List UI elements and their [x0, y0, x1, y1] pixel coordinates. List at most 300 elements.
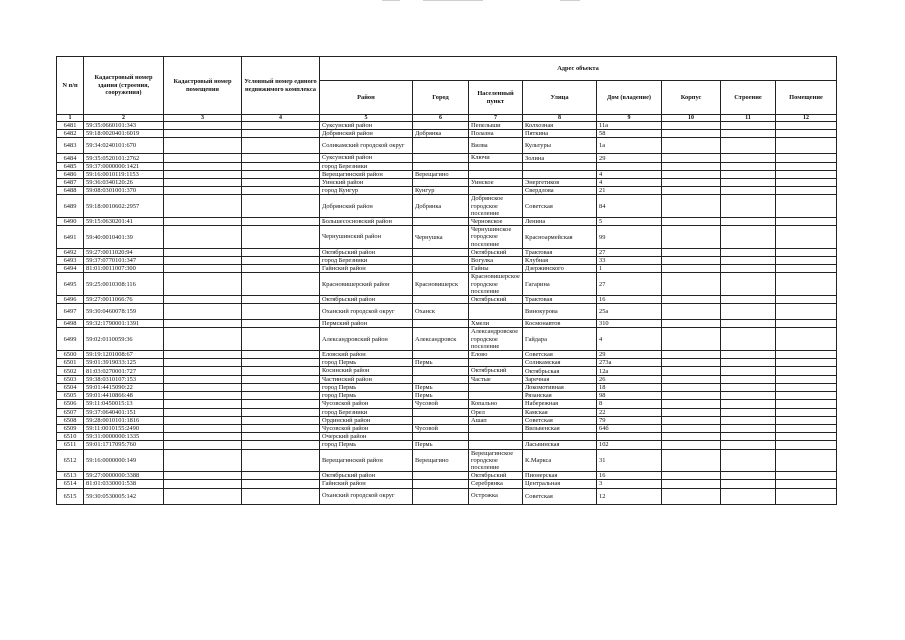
header-room: Помещение: [776, 81, 837, 115]
room-cell: [776, 449, 837, 472]
table-row: [57, 304, 837, 320]
street-cell: Колхозная: [523, 122, 597, 130]
street-cell: Центральная: [523, 480, 597, 488]
row-number-cell: 6514: [57, 480, 84, 488]
settlement-cell: [469, 441, 523, 449]
city-cell: [413, 408, 469, 416]
building-cell: [721, 296, 776, 304]
korpus-cell: [662, 367, 721, 375]
korpus-cell: [662, 400, 721, 408]
settlement-cell: [469, 424, 523, 432]
conditional-number-cell: [242, 304, 320, 320]
house-cell: 3: [597, 480, 662, 488]
conditional-number-cell: [242, 265, 320, 273]
city-cell: [413, 416, 469, 424]
settlement-cell: Октябрьский: [469, 248, 523, 256]
settlement-cell: Серебрянка: [469, 480, 523, 488]
street-cell: Камская: [523, 408, 597, 416]
cadastral-premise-cell: [164, 170, 242, 178]
street-cell: [523, 433, 597, 441]
column-number: 8: [523, 115, 597, 122]
city-cell: Чусовой: [413, 424, 469, 432]
building-cell: [721, 304, 776, 320]
city-cell: [413, 320, 469, 328]
settlement-cell: Гайны: [469, 265, 523, 273]
cadastral-building-cell: 59:16:0000000:149: [84, 449, 164, 472]
street-cell: Советская: [523, 351, 597, 359]
row-number-cell: 6501: [57, 359, 84, 367]
settlement-cell: Хмели: [469, 320, 523, 328]
row-number-cell: 6515: [57, 488, 84, 504]
street-cell: Культуры: [523, 138, 597, 154]
column-number: 1: [57, 115, 84, 122]
room-cell: [776, 424, 837, 432]
korpus-cell: [662, 304, 721, 320]
district-cell: Октябрьский район: [320, 248, 413, 256]
cadastral-building-cell: 59:30:0460078:159: [84, 304, 164, 320]
row-number-cell: 6483: [57, 138, 84, 154]
row-number-cell: 6485: [57, 162, 84, 170]
cadastral-building-cell: 81:03:0270001:727: [84, 367, 164, 375]
row-number-cell: 6506: [57, 400, 84, 408]
cadastral-premise-cell: [164, 257, 242, 265]
korpus-cell: [662, 328, 721, 351]
korpus-cell: [662, 296, 721, 304]
conditional-number-cell: [242, 400, 320, 408]
settlement-cell: Октябрьский: [469, 472, 523, 480]
building-cell: [721, 416, 776, 424]
table-row: [57, 375, 837, 383]
conditional-number-cell: [242, 257, 320, 265]
cadastral-premise-cell: [164, 351, 242, 359]
house-cell: 99: [597, 226, 662, 249]
settlement-cell: Вогулка: [469, 257, 523, 265]
row-number-cell: 6499: [57, 328, 84, 351]
district-cell: Очерский район: [320, 433, 413, 441]
building-cell: [721, 375, 776, 383]
house-cell: 21: [597, 187, 662, 195]
row-number-cell: 6508: [57, 416, 84, 424]
table-row: [57, 265, 837, 273]
room-cell: [776, 187, 837, 195]
cadastral-premise-cell: [164, 265, 242, 273]
building-cell: [721, 472, 776, 480]
house-cell: 4: [597, 170, 662, 178]
district-cell: Красновишерский район: [320, 273, 413, 296]
page-top-rule-right: [560, 0, 580, 1]
conditional-number-cell: [242, 162, 320, 170]
building-cell: [721, 122, 776, 130]
cadastral-building-cell: 59:18:0010602:2957: [84, 195, 164, 218]
cadastral-building-cell: 59:08:0301001:370: [84, 187, 164, 195]
street-cell: Ленина: [523, 218, 597, 226]
cadastral-premise-cell: [164, 416, 242, 424]
city-cell: [413, 138, 469, 154]
conditional-number-cell: [242, 218, 320, 226]
district-cell: Ординский район: [320, 416, 413, 424]
korpus-cell: [662, 359, 721, 367]
district-cell: Добрянский район: [320, 195, 413, 218]
table-row: [57, 472, 837, 480]
column-number: 11: [721, 115, 776, 122]
conditional-number-cell: [242, 273, 320, 296]
room-cell: [776, 122, 837, 130]
district-cell: город Березники: [320, 257, 413, 265]
room-cell: [776, 416, 837, 424]
korpus-cell: [662, 320, 721, 328]
table-row: [57, 416, 837, 424]
room-cell: [776, 179, 837, 187]
room-cell: [776, 226, 837, 249]
row-number-cell: 6486: [57, 170, 84, 178]
cadastral-premise-cell: [164, 226, 242, 249]
street-cell: Соликамская: [523, 359, 597, 367]
conditional-number-cell: [242, 375, 320, 383]
street-cell: Винокурова: [523, 304, 597, 320]
city-cell: Добрянка: [413, 130, 469, 138]
settlement-cell: Елово: [469, 351, 523, 359]
header-address-group: Адрес объекта: [320, 57, 837, 81]
building-cell: [721, 257, 776, 265]
settlement-cell: Добрянское городское поселение: [469, 195, 523, 218]
row-number-cell: 6493: [57, 257, 84, 265]
house-cell: 12: [597, 488, 662, 504]
cadastral-premise-cell: [164, 296, 242, 304]
district-cell: город Березники: [320, 162, 413, 170]
table-row: [57, 328, 837, 351]
district-cell: Оханский городской округ: [320, 488, 413, 504]
city-cell: Верещагино: [413, 170, 469, 178]
row-number-cell: 6504: [57, 383, 84, 391]
cadastral-building-cell: 59:15:0630201:41: [84, 218, 164, 226]
korpus-cell: [662, 265, 721, 273]
city-cell: Пермь: [413, 392, 469, 400]
header-district: Район: [320, 81, 413, 115]
table-row: [57, 351, 837, 359]
cadastral-premise-cell: [164, 400, 242, 408]
table-row: [57, 273, 837, 296]
conditional-number-cell: [242, 488, 320, 504]
house-cell: 11а: [597, 122, 662, 130]
header-korpus: Корпус: [662, 81, 721, 115]
cadastral-building-cell: 59:37:0000000:1421: [84, 162, 164, 170]
house-cell: 84: [597, 195, 662, 218]
row-number-cell: 6491: [57, 226, 84, 249]
cadastral-premise-cell: [164, 433, 242, 441]
room-cell: [776, 257, 837, 265]
street-cell: Пяткина: [523, 130, 597, 138]
table-row: [57, 179, 837, 187]
room-cell: [776, 480, 837, 488]
row-number-cell: 6494: [57, 265, 84, 273]
house-cell: 29: [597, 154, 662, 162]
row-number-cell: 6490: [57, 218, 84, 226]
conditional-number-cell: [242, 416, 320, 424]
column-number: 5: [320, 115, 413, 122]
conditional-number-cell: [242, 179, 320, 187]
room-cell: [776, 130, 837, 138]
street-cell: Гагарина: [523, 273, 597, 296]
district-cell: Соликамский городской округ: [320, 138, 413, 154]
room-cell: [776, 195, 837, 218]
cadastral-building-cell: 59:25:0010308:116: [84, 273, 164, 296]
house-cell: 58: [597, 130, 662, 138]
building-cell: [721, 195, 776, 218]
table-row: [57, 162, 837, 170]
cadastral-building-cell: 59:30:0530005:142: [84, 488, 164, 504]
row-number-cell: 6492: [57, 248, 84, 256]
table-row: [57, 195, 837, 218]
page-top-rule-mid: [423, 0, 483, 1]
settlement-cell: Ашап: [469, 416, 523, 424]
conditional-number-cell: [242, 408, 320, 416]
cadastral-premise-cell: [164, 179, 242, 187]
table-row: [57, 433, 837, 441]
settlement-cell: Октябрьский: [469, 367, 523, 375]
street-cell: Ласьвинская: [523, 441, 597, 449]
house-cell: 33: [597, 257, 662, 265]
table-row: [57, 424, 837, 432]
column-number-row: [57, 115, 837, 122]
conditional-number-cell: [242, 480, 320, 488]
district-cell: город Березники: [320, 408, 413, 416]
conditional-number-cell: [242, 392, 320, 400]
cadastral-premise-cell: [164, 367, 242, 375]
cadastral-premise-cell: [164, 320, 242, 328]
korpus-cell: [662, 488, 721, 504]
house-cell: 22: [597, 408, 662, 416]
korpus-cell: [662, 351, 721, 359]
room-cell: [776, 154, 837, 162]
building-cell: [721, 433, 776, 441]
city-cell: [413, 472, 469, 480]
room-cell: [776, 304, 837, 320]
conditional-number-cell: [242, 154, 320, 162]
street-cell: Вильвенская: [523, 424, 597, 432]
street-cell: Локомотивная: [523, 383, 597, 391]
table-row: [57, 359, 837, 367]
room-cell: [776, 472, 837, 480]
building-cell: [721, 187, 776, 195]
table-row: [57, 296, 837, 304]
table-row: [57, 383, 837, 391]
cadastral-building-cell: 59:28:0010101:1816: [84, 416, 164, 424]
header-num: N п/п: [57, 57, 84, 115]
settlement-cell: [469, 359, 523, 367]
room-cell: [776, 351, 837, 359]
cadastral-building-cell: 59:01:3919033:125: [84, 359, 164, 367]
table-row: [57, 441, 837, 449]
district-cell: Суксунский район: [320, 154, 413, 162]
building-cell: [721, 359, 776, 367]
city-cell: [413, 296, 469, 304]
korpus-cell: [662, 170, 721, 178]
city-cell: [413, 122, 469, 130]
district-cell: Оханский городской округ: [320, 304, 413, 320]
district-cell: город Кунгур: [320, 187, 413, 195]
building-cell: [721, 408, 776, 416]
korpus-cell: [662, 416, 721, 424]
table-row: [57, 367, 837, 375]
cadastral-premise-cell: [164, 472, 242, 480]
building-cell: [721, 392, 776, 400]
row-number-cell: 6497: [57, 304, 84, 320]
conditional-number-cell: [242, 433, 320, 441]
street-cell: Октябрьская: [523, 367, 597, 375]
cadastral-building-cell: 81:01:0011007:300: [84, 265, 164, 273]
row-number-cell: 6487: [57, 179, 84, 187]
settlement-cell: [469, 392, 523, 400]
cadastral-building-cell: 59:36:0340120:26: [84, 179, 164, 187]
house-cell: 79: [597, 416, 662, 424]
cadastral-premise-cell: [164, 480, 242, 488]
house-cell: 27: [597, 273, 662, 296]
row-number-cell: 6488: [57, 187, 84, 195]
row-number-cell: 6509: [57, 424, 84, 432]
city-cell: Добрянка: [413, 195, 469, 218]
city-cell: [413, 265, 469, 273]
cadastral-premise-cell: [164, 162, 242, 170]
conditional-number-cell: [242, 359, 320, 367]
district-cell: Уинский район: [320, 179, 413, 187]
district-cell: Александровский район: [320, 328, 413, 351]
conditional-number-cell: [242, 449, 320, 472]
cadastral-building-cell: 59:40:0010401:39: [84, 226, 164, 249]
cadastral-premise-cell: [164, 408, 242, 416]
city-cell: [413, 218, 469, 226]
conditional-number-cell: [242, 296, 320, 304]
street-cell: Гайдара: [523, 328, 597, 351]
building-cell: [721, 488, 776, 504]
row-number-cell: 6498: [57, 320, 84, 328]
column-number: 7: [469, 115, 523, 122]
building-cell: [721, 162, 776, 170]
row-number-cell: 6489: [57, 195, 84, 218]
table-row: [57, 488, 837, 504]
conditional-number-cell: [242, 122, 320, 130]
street-cell: Набережная: [523, 400, 597, 408]
settlement-cell: Александровское городское поселение: [469, 328, 523, 351]
property-register-table: [56, 56, 837, 505]
table-row: [57, 400, 837, 408]
district-cell: город Пермь: [320, 383, 413, 391]
cadastral-premise-cell: [164, 383, 242, 391]
settlement-cell: Острожка: [469, 488, 523, 504]
house-cell: [597, 433, 662, 441]
city-cell: [413, 179, 469, 187]
city-cell: Пермь: [413, 383, 469, 391]
conditional-number-cell: [242, 187, 320, 195]
table-row: [57, 187, 837, 195]
house-cell: 1: [597, 265, 662, 273]
building-cell: [721, 441, 776, 449]
building-cell: [721, 273, 776, 296]
room-cell: [776, 248, 837, 256]
district-cell: Косинский район: [320, 367, 413, 375]
street-cell: Рязанская: [523, 392, 597, 400]
korpus-cell: [662, 441, 721, 449]
district-cell: город Пермь: [320, 392, 413, 400]
house-cell: 12а: [597, 367, 662, 375]
conditional-number-cell: [242, 226, 320, 249]
room-cell: [776, 170, 837, 178]
table-row: [57, 480, 837, 488]
settlement-cell: Частые: [469, 375, 523, 383]
conditional-number-cell: [242, 383, 320, 391]
house-cell: 98: [597, 392, 662, 400]
korpus-cell: [662, 179, 721, 187]
building-cell: [721, 154, 776, 162]
street-cell: Трактовая: [523, 248, 597, 256]
house-cell: 1а: [597, 138, 662, 154]
korpus-cell: [662, 187, 721, 195]
district-cell: Чернушинский район: [320, 226, 413, 249]
settlement-cell: [469, 433, 523, 441]
room-cell: [776, 138, 837, 154]
table-row: [57, 218, 837, 226]
table-row: [57, 130, 837, 138]
row-number-cell: 6511: [57, 441, 84, 449]
cadastral-premise-cell: [164, 122, 242, 130]
column-number: 12: [776, 115, 837, 122]
cadastral-building-cell: 59:01:4410866:48: [84, 392, 164, 400]
settlement-cell: Вилва: [469, 138, 523, 154]
room-cell: [776, 400, 837, 408]
building-cell: [721, 226, 776, 249]
cadastral-building-cell: 59:35:0520101:2762: [84, 154, 164, 162]
settlement-cell: [469, 162, 523, 170]
district-cell: Верещагинский район: [320, 170, 413, 178]
house-cell: 273а: [597, 359, 662, 367]
cadastral-building-cell: 59:27:0000000:3388: [84, 472, 164, 480]
building-cell: [721, 248, 776, 256]
header-settlement: Населенный пункт: [469, 81, 523, 115]
cadastral-building-cell: 59:02:0110059:36: [84, 328, 164, 351]
cadastral-premise-cell: [164, 328, 242, 351]
row-number-cell: 6512: [57, 449, 84, 472]
city-cell: [413, 248, 469, 256]
row-number-cell: 6496: [57, 296, 84, 304]
table-row: [57, 257, 837, 265]
korpus-cell: [662, 449, 721, 472]
room-cell: [776, 273, 837, 296]
cadastral-premise-cell: [164, 304, 242, 320]
district-cell: Гайнский район: [320, 265, 413, 273]
cadastral-building-cell: 59:34:0240101:670: [84, 138, 164, 154]
korpus-cell: [662, 122, 721, 130]
building-cell: [721, 400, 776, 408]
building-cell: [721, 265, 776, 273]
row-number-cell: 6481: [57, 122, 84, 130]
street-cell: Золина: [523, 154, 597, 162]
cadastral-building-cell: 59:11:0450015:13: [84, 400, 164, 408]
settlement-cell: Верещагинское городское поселение: [469, 449, 523, 472]
row-number-cell: 6502: [57, 367, 84, 375]
street-cell: Космонавтов: [523, 320, 597, 328]
house-cell: 31: [597, 449, 662, 472]
cadastral-premise-cell: [164, 195, 242, 218]
house-cell: 16: [597, 472, 662, 480]
cadastral-premise-cell: [164, 424, 242, 432]
cadastral-building-cell: 59:35:0660101:343: [84, 122, 164, 130]
cadastral-premise-cell: [164, 187, 242, 195]
column-number: 10: [662, 115, 721, 122]
building-cell: [721, 138, 776, 154]
house-cell: 5: [597, 218, 662, 226]
cadastral-premise-cell: [164, 441, 242, 449]
room-cell: [776, 488, 837, 504]
column-number: 4: [242, 115, 320, 122]
